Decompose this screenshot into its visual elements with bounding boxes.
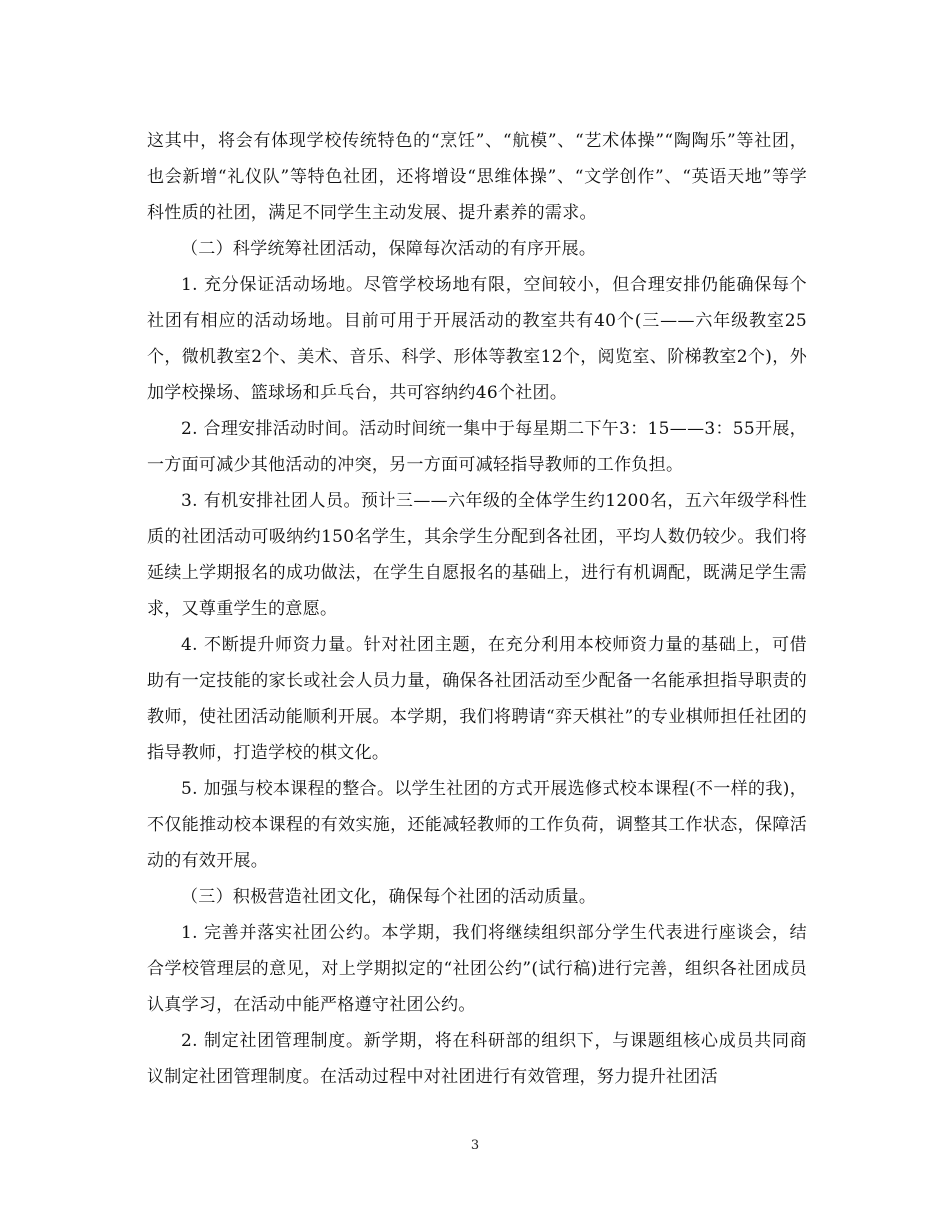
page-number: 3 bbox=[470, 1138, 480, 1153]
paragraph-members: 3. 有机安排社团人员。预计三——六年级的全体学生约1200名，五六年级学科性质的社团活动可吸纳约150名学生，其余学生分配到各社团，平均人数仍较少。我们将延续上学期报名的成功做法，在学生自愿报名的基础上，进行有机调配，既满足学生需求，又尊重学生的意愿。 bbox=[147, 491, 807, 619]
paragraph-schedule: 2. 合理安排活动时间。活动时间统一集中于每星期二下午3：15——3：55开展，一方面可减少其他活动的冲突，另一方面可减轻指导教师的工作负担。 bbox=[147, 419, 807, 475]
paragraph-convention: 1. 完善并落实社团公约。本学期，我们将继续组织部分学生代表进行座谈会，结合学校管理层的意见，对上学期拟定的“社团公约”(试行稿)进行完善，组织各社团成员认真学习，在活动中能严格遵守社团公约。 bbox=[147, 923, 807, 1015]
paragraph-venue: 1. 充分保证活动场地。尽管学校场地有限，空间较小，但合理安排仍能确保每个社团有相应的活动场地。目前可用于开展活动的教室共有40个(三——六年级教室25个，微机教室2个、美术、音乐、科学、形体等教室12个，阅览室、阶梯教室2个)，外加学校操场、篮球场和乒乓台，共可容纳约46个社团。 bbox=[147, 275, 807, 403]
paragraph-curriculum: 5. 加强与校本课程的整合。以学生社团的方式开展选修式校本课程(不一样的我)，不仅能推动校本课程的有效实施，还能减轻教师的工作负荷，调整其工作状态，保障活动的有效开展。 bbox=[147, 779, 807, 871]
section-heading-3: （三）积极营造社团文化，确保每个社团的活动质量。 bbox=[181, 887, 597, 907]
paragraph-club-types: 这其中，将会有体现学校传统特色的“烹饪”、“航模”、“艺术体操”“陶陶乐”等社团，也会新增“礼仪队”等特色社团，还将增设“思维体操”、“文学创作”、“英语天地”等学科性质的社团，满足不同学生主动发展、提升素养的需求。 bbox=[147, 131, 807, 223]
paragraph-teachers: 4. 不断提升师资力量。针对社团主题，在充分利用本校师资力量的基础上，可借助有一定技能的家长或社会人员力量，确保各社团活动至少配备一名能承担指导职责的教师，使社团活动能顺利开展。本学期，我们将聘请“弈天棋社”的专业棋师担任社团的指导教师，打造学校的棋文化。 bbox=[147, 635, 807, 763]
paragraph-management: 2. 制定社团管理制度。新学期，将在科研部的组织下，与课题组核心成员共同商议制定社团管理制度。在活动过程中对社团进行有效管理，努力提升社团活 bbox=[147, 1031, 807, 1087]
document-body bbox=[147, 123, 807, 1095]
section-heading-2: （二）科学统筹社团活动，保障每次活动的有序开展。 bbox=[181, 239, 597, 259]
